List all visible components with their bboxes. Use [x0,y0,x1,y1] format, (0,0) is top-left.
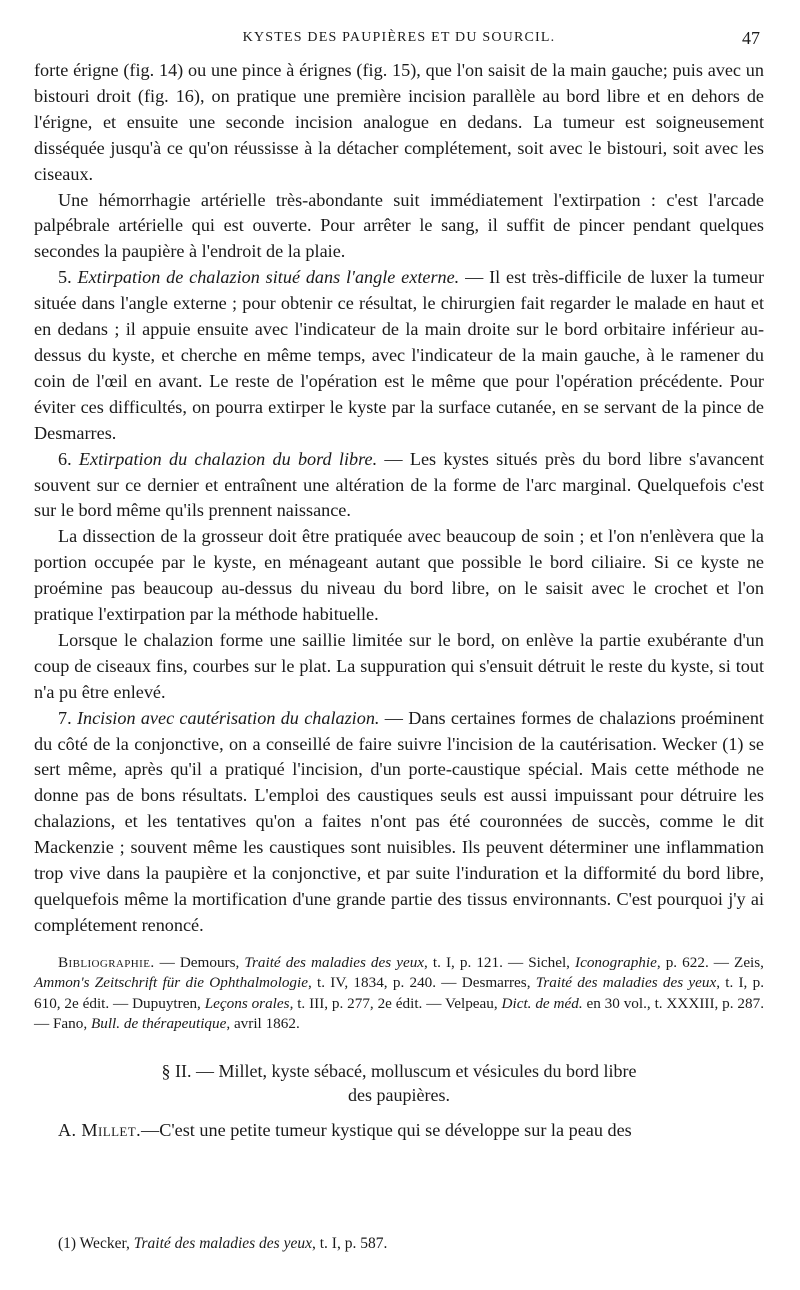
footnote-marker: (1) [58,1235,77,1252]
subsection-a [34,1117,764,1143]
footnote-rest: , t. I, p. 587. [311,1235,388,1252]
running-title: KYSTES DES PAUPIÈRES ET DU SOURCIL. [242,30,556,45]
bib-text: , t. IV, 1834, p. 240. — Desmarres, [308,974,536,992]
bibliography [34,953,764,1035]
subsection-a-paragraph [34,1117,764,1143]
bib-text: , t. I, p. 121. — Sichel, [424,953,576,971]
bib-title: Ammon's Zeitschrift für die Ophthalmologie [34,974,308,992]
item-number-5: 5. [58,267,72,288]
item-text-6: — Les kystes situés près du bord libre s'avancent souvent sur ce dernier et entraînent une altération de la forme de l'arc marginal. Quelquefois c'est sur le bord même qu'ils prennent naissance. [34,448,765,521]
item-title-5: Extirpation de chalazion situé dans l'angle externe. [77,267,460,288]
bib-title: Traité des maladies des yeux [244,953,425,971]
paragraph-6: Lorsque le chalazion forme une saillie limitée sur le bord, on enlève la partie exubérante d'un coup de ciseaux fins, courbes sur le plat. La suppuration qui s'ensuit détruit le reste du kyste, si tout n'a pu être enlevé. [34,629,764,702]
paragraph-7 [34,706,764,939]
bib-text: , t. III, p. 277, 2e édit. — Velpeau, [289,994,502,1012]
bib-text: , p. 622. — Zeis, [656,953,764,971]
bib-title: Dict. de méd. [501,994,583,1012]
footnote [34,1234,764,1254]
footnote-title: Traité des maladies des yeux [133,1235,312,1252]
paragraph-2: Une hémorrhagie artérielle très-abondante suit immédiatement l'extirpation : c'est l'arcade palpébrale artérielle qui est ouverte. Pour arrêter le sang, il suffit de pincer pendant quelques secondes la paupière à l'endroit de la plaie. [34,189,764,262]
section-title-line-2: des paupières. [348,1084,450,1105]
bib-text: en 30 vol., t. XXXIII, p. 287. — Fano, [34,994,764,1033]
bib-title: Iconographie [575,953,657,971]
page-number: 47 [742,28,760,48]
paragraph-5: La dissection de la grosseur doit être pratiquée avec beaucoup de soin ; et l'on n'enlèvera que la portion occupée par le kyste, en ménageant autant que possible le bord ciliaire. Si ce kyste ne proémine pas beaucoup au-dessus du niveau du bord libre, on le saisit avec le crochet et l'on pratique l'extirpation par la méthode habituelle. [34,526,764,625]
item-text-7: — Dans certaines formes de chalazions proéminent du côté de la conjonctive, on a conseillé de faire suivre l'incision de la cautérisation. Wecker (1) se sert même, après qu'il a pratiqué l'incision, d'un porte-caustique spécial. Mais cette méthode ne donne pas de bons résultats. L'emploi des caustiques seuls est aussi impuissant pour détruire les chalazions, et les tentatives qu'on a faites n'ont pas été couronnées de succès, comme le dit Mackenzie ; souvent même les caustiques sont nuisibles. Ils peuvent déterminer une inflammation trop vive dans la paupière et la conjonctive, et par suite l'induration et la difformité du bord libre, quelquefois même la mortification d'une grande partie des tissus environnants. C'est pourquoi j'y ai complétement renoncé. [34,707,764,935]
subsection-a-text: —C'est une petite tumeur kystique qui se développe sur la peau des [141,1119,632,1140]
bibliography-entry [34,953,764,1035]
bib-title: Bull. de thérapeutique [90,1015,227,1033]
item-number-7: 7. [58,707,72,728]
paragraph-4 [34,447,764,525]
item-title-7: Incision avec cautérisation du chalazion. [76,707,380,728]
subsection-a-label: A. Millet. [58,1119,142,1140]
item-title-6: Extirpation du chalazion du bord libre. [78,448,378,469]
paragraph-3 [34,265,764,446]
section-heading [34,1059,764,1107]
bib-text: — Demours, [154,953,245,971]
item-text-5: — Il est très-difficile de luxer la tumeur située dans l'angle externe ; pour obtenir ce résultat, le chirurgien fait regarder le malade en haut et en dedans ; il appuie ensuite avec l'indicateur de la main droite sur le bord orbitaire inférieur au-dessus du kyste, et cherche en même temps, avec l'indicateur de la main gauche, à le ramener du coin de l'œil en avant. Le reste de l'opération est le même que pour l'opération précédente. Pour éviter ces difficultés, on pourra extirper le kyste par la surface cutanée, en se servant de la pince de Desmarres. [34,267,765,443]
section-title-line-1: § II. — Millet, kyste sébacé, molluscum et vésicules du bord libre [161,1060,637,1081]
bib-text: , avril 1862. [226,1015,300,1033]
bib-title: Leçons orales [204,994,290,1012]
footnote-author: Wecker, [76,1235,134,1252]
bib-title: Traité des maladies des yeux [535,974,717,992]
paragraph-1: forte érigne (fig. 14) ou une pince à érignes (fig. 15), que l'on saisit de la main gauche; puis avec un bistouri droit (fig. 16), on pratique une première incision parallèle au bord libre et en dehors de l'érigne, et ensuite une seconde incision analogue en dedans. La tumeur est soigneusement disséquée jusqu'à ce qu'on réussisse à la détacher complétement, soit avec le bistouri, soit avec les ciseaux. [34,60,764,184]
main-text [34,58,764,939]
item-number-6: 6. [58,448,72,469]
bibliography-label: Bibliographie. [58,953,155,971]
running-header [34,30,764,58]
bib-text: , t. I, p. 610, 2e édit. — Dupuytren, [34,974,764,1012]
